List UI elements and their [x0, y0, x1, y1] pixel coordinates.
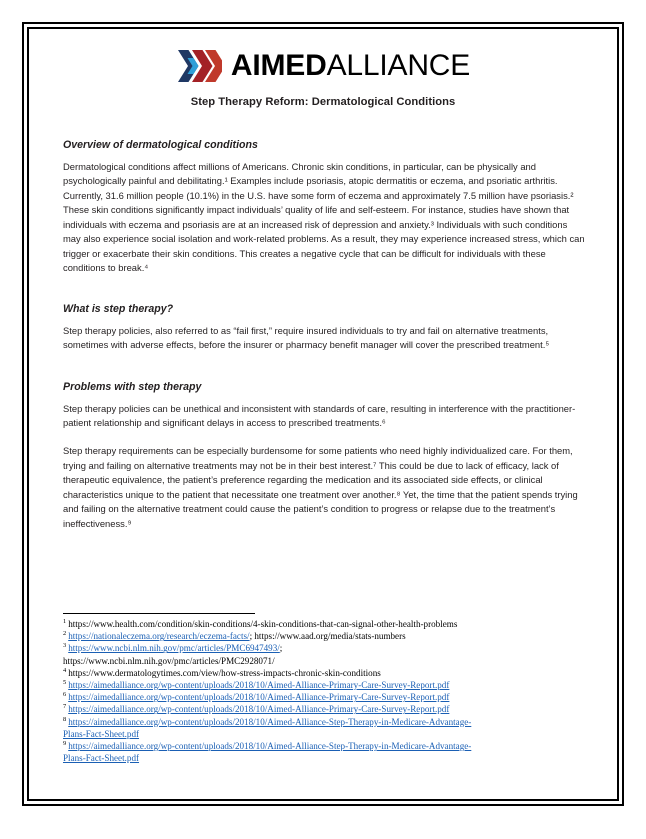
- footnote-text: ;: [279, 643, 283, 654]
- footnote-item: [63, 691, 583, 703]
- footnote-text: https://www.dermatologytimes.com/view/how-stress-impacts-chronic-skin-conditions: [68, 667, 381, 678]
- paragraph-what-is-step-therapy-1: Step therapy policies, also referred to as “fail first,” require insured individuals to try and fail on alternative treatments, sometimes with adverse effects, before the insurer or pharmacy benefit manager will cover the prescribed treatment.⁵: [63, 324, 550, 351]
- footnote-item: [63, 679, 583, 691]
- footnote-number: 6: [63, 691, 67, 699]
- footnote-number: 9: [63, 740, 67, 747]
- footnote-link[interactable]: Plans-Fact-Sheet.pdf: [63, 728, 140, 739]
- wordmark-aimed: AIMED: [230, 49, 327, 82]
- footnote-link[interactable]: Plans-Fact-Sheet.pdf: [63, 753, 140, 764]
- footnote-link[interactable]: https://nationaleczema.org/research/eczema-facts/: [68, 631, 250, 642]
- footnote-item: [63, 716, 583, 728]
- footnote-text: https://www.ncbi.nlm.nih.gov/pmc/articles/PMC2928071/: [63, 655, 275, 666]
- footnotes-section: [63, 613, 583, 764]
- paragraph-overview-1: Dermatological conditions affect millions of Americans. Chronic skin conditions, in particular, can be physically and psychologically painful and debilitating.¹ Examples include psoriasis, atopic dermatitis or eczema, and psoriatic arthritis. Currently, 31.6 million people (10.1%) in the U.S. have some form of eczema and approximately 7.5 million have psoriasis.² These skin conditions significantly impact individuals’ quality of life and self-esteem. For instance, studies have shown that individuals with eczema and psoriasis are at an increased risk of depression and anxiety.³ Individuals with such conditions may also experience social isolation and work-related problems. As a result, they may experience increased stress, which can trigger or exacerbate their skin conditions. This creates a negative cycle that can be difficult for individuals with these conditions to break.⁴: [63, 161, 585, 274]
- footnote-link[interactable]: https://aimedalliance.org/wp-content/uploads/2018/10/Aimed-Alliance-Primary-Care-Survey-Report.pdf: [68, 680, 450, 691]
- footnote-continuation[interactable]: [63, 728, 583, 740]
- footnote-separator-rule: [63, 613, 255, 614]
- footnote-link[interactable]: https://www.ncbi.nlm.nih.gov/pmc/articles/PMC6947493/: [68, 643, 280, 654]
- footnote-continuation[interactable]: [63, 752, 583, 764]
- footnote-item: [63, 703, 583, 715]
- aimed-alliance-logo: [57, 49, 589, 83]
- paragraph-problems-1: Step therapy policies can be unethical and inconsistent with standards of care, resulting in interference with the practitioner-patient relationship and significant delays in access to prescribed treatments.⁶: [63, 402, 576, 428]
- paragraph-problems-2: Step therapy requirements can be especially burdensome for some patients who need highly individualized care. For them, trying and failing on alternative treatments may not be in their best interest.⁷ This could be due to lack of efficacy, lack of therapeutic equivalence, the patient’s preference regarding the medication and its associated side effects, or clinical characteristics unique to the patient that necessitate one treatment over another.⁸ Yet, the time that the patient spends trying and failing on the alternative treatment could cause the patient’s condition to progress or relapse due to the treatment’s ineffectiveness.⁹: [63, 445, 578, 529]
- footnote-list: [63, 618, 583, 764]
- footnote-item: [63, 618, 583, 630]
- footnote-link[interactable]: https://aimedalliance.org/wp-content/uploads/2018/10/Aimed-Alliance-Step-Therapy-in-Medicare-Advantage-: [68, 741, 472, 752]
- aimed-alliance-chevron-logo-icon: [176, 49, 222, 83]
- section-problems-with-step-therapy: [57, 381, 589, 532]
- footnote-link[interactable]: https://aimedalliance.org/wp-content/uploads/2018/10/Aimed-Alliance-Primary-Care-Survey-Report.pdf: [68, 692, 450, 703]
- footnote-continuation: [63, 655, 583, 667]
- footnote-number: 8: [63, 715, 67, 723]
- footnote-link[interactable]: https://aimedalliance.org/wp-content/uploads/2018/10/Aimed-Alliance-Primary-Care-Survey-Report.pdf: [68, 704, 450, 715]
- section-heading-problems-with-step-therapy: Problems with step therapy: [63, 380, 202, 393]
- footnote-item: [63, 740, 583, 752]
- section-what-is-step-therapy: [57, 303, 589, 353]
- footnote-item: [63, 642, 583, 654]
- footnote-number: 1: [63, 617, 67, 625]
- section-overview: [57, 139, 589, 276]
- footnote-number: 7: [63, 703, 67, 711]
- footnote-item: [63, 667, 583, 679]
- page-title: Step Therapy Reform: Dermatological Conditions: [190, 96, 456, 108]
- document-page: [29, 29, 617, 799]
- footnote-link[interactable]: https://aimedalliance.org/wp-content/uploads/2018/10/Aimed-Alliance-Step-Therapy-in-Medicare-Advantage-: [68, 716, 472, 727]
- footnote-text: ; https://www.aad.org/media/stats-numbers: [249, 631, 406, 642]
- section-heading-what-is-step-therapy: What is step therapy?: [63, 302, 174, 315]
- footnote-number: 3: [63, 642, 67, 650]
- section-heading-overview: Overview of dermatological conditions: [63, 139, 258, 151]
- page-outer-border: [22, 22, 624, 806]
- footnote-text: https://www.health.com/condition/skin-conditions/4-skin-conditions-that-can-signal-other-health-problems: [68, 619, 458, 629]
- page-inner-border: [27, 27, 619, 801]
- footnote-number: 2: [63, 630, 67, 638]
- aimed-alliance-wordmark: [231, 51, 470, 81]
- footnote-item: [63, 630, 583, 642]
- wordmark-alliance: ALLIANCE: [326, 49, 471, 82]
- footnote-number: 5: [63, 678, 67, 686]
- footnote-number: 4: [63, 666, 67, 674]
